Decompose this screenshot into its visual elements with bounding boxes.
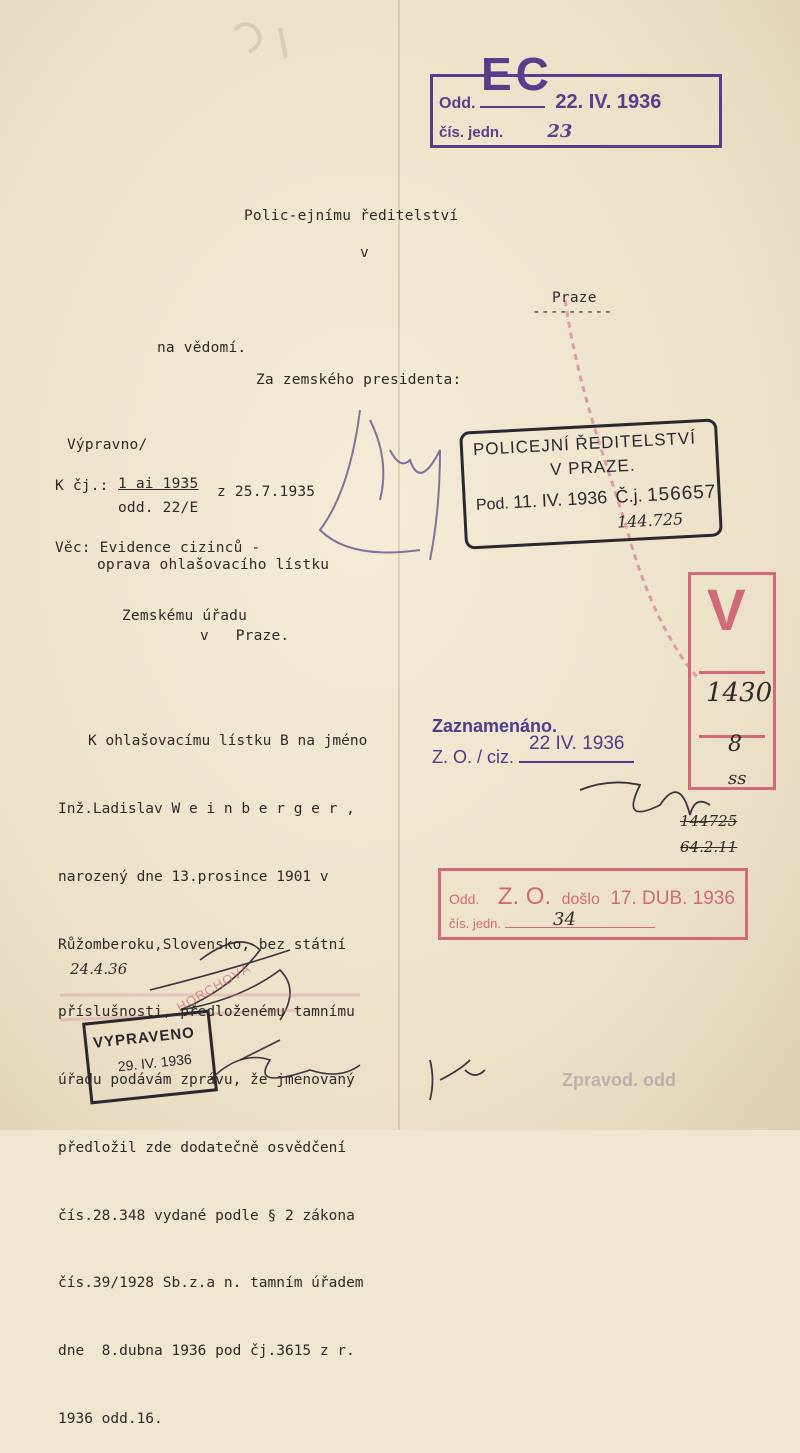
stamp-police-pod-date: 11. IV. 1936 [512,487,608,513]
vec-line2: oprava ohlašovacího lístku [97,557,330,573]
stamp-v-num2: 8 [728,732,742,757]
body-line: čís.28.348 vydané podle § 2 zákona [58,1207,355,1224]
stamp-zo [438,868,748,940]
odd-ref: odd. 22/E [118,500,199,516]
stamp-ec-cis-label: čís. jedn. [439,124,504,141]
stamp-ec-odd-label: Odd. [439,95,476,112]
stamp-zaznamenano-label: Z. O. / ciz. [432,747,515,767]
body-line: 1936 odd.16. [58,1411,163,1427]
kcj-date: z 25.7.1935 [217,484,316,500]
stamp-police-handwritten-ref: 144.725 [616,509,684,532]
recipient-line1: Zemskému úřadu [122,608,248,624]
stamp-v-num1: 1430 [706,678,773,708]
stamp-zo-cis-value: 34 [553,909,576,930]
stamp-police-cj-value: 156657 [646,481,717,507]
addressee-city-underline: --------- [532,304,613,320]
body-line: příslušnosti, předloženému tamnímu [58,1004,355,1021]
recipient-line2: v Praze. [200,628,290,644]
body-line: předložil zde dodatečně osvědčení [58,1139,347,1156]
body-line: úřadu podávám zprávu, že jmenovaný [58,1072,355,1089]
body-line: narozený dne 13.prosince 1901 v [58,868,329,885]
addressee-line1: Polic-ejnímu ředitelství [244,208,459,224]
body-line: Inž.Ladislav W e i n b e r g e r , [58,800,355,817]
kcj-value: 1 ai 1935 [118,476,199,492]
stamp-v-num3: ss [728,768,747,789]
addressee-line2: v [360,245,369,261]
stamp-vypraveno [82,1010,218,1105]
stamp-police-line2: V PRAZE. [549,455,637,480]
za-president: Za zemského presidenta: [256,372,462,388]
stamp-zo-dept: Z. O. [497,883,552,910]
stamp-police-cj-label: Č.j. [615,485,644,507]
stamp-ec-letters: EC [481,48,553,100]
vec-line1: Věc: Evidence cizinců - [55,540,261,556]
body-line: čís.39/1928 Sb.z.a n. tamním úřadem [58,1275,364,1292]
stamp-horchova: HORCHOVÁ [173,960,254,1015]
bottom-handwritten-date: 24.4.36 [70,960,128,978]
stamp-zaznamenano [432,716,634,768]
stamp-zo-cis-label: čís. jedn. [449,916,502,931]
stamp-police-line1: POLICEJNÍ ŘEDITELSTVÍ [472,428,697,460]
kcj-label: K čj.: [55,478,109,494]
crossed-number-2: 64.2.11 [680,838,738,856]
body-line: K ohlašovacímu lístku B na jméno [88,733,368,750]
stamp-vypraveno-date: 29. IV. 1936 [116,1050,193,1075]
stamp-zo-odd-label: Odd. [449,891,480,907]
stamp-zo-doslo-label: došlo [561,891,600,908]
stamp-zo-date: 17. DUB. 1936 [610,888,735,909]
stamp-ec [430,48,722,148]
body-line: dne 8.dubna 1936 pod čj.3615 z r. [58,1343,355,1360]
stamp-v-letter: V [707,578,746,643]
body-line: Růžomberoku,Slovensko, bez státní [58,936,347,953]
stamp-ec-odd-value: 22. IV. 1936 [555,91,662,113]
crossed-number-1: 144725 [680,812,738,830]
addressee-city: Praze [552,290,597,306]
stamp-vypraveno-label: VYPRAVENO [92,1024,196,1052]
vypravno: Výpravno/ [67,437,148,453]
stamp-police-pod-label: Pod. [475,495,510,515]
na-vedomi: na vědomí. [157,340,247,356]
zpravod-stamp: Zpravod. odd [562,1070,676,1090]
stamp-ec-cis-value: 23 [547,121,573,142]
stamp-police [459,418,723,549]
stamp-zaznamenano-date: 22 IV. 1936 [529,733,625,754]
stamp-zaznamenano-title: Zaznamenáno. [432,716,558,736]
